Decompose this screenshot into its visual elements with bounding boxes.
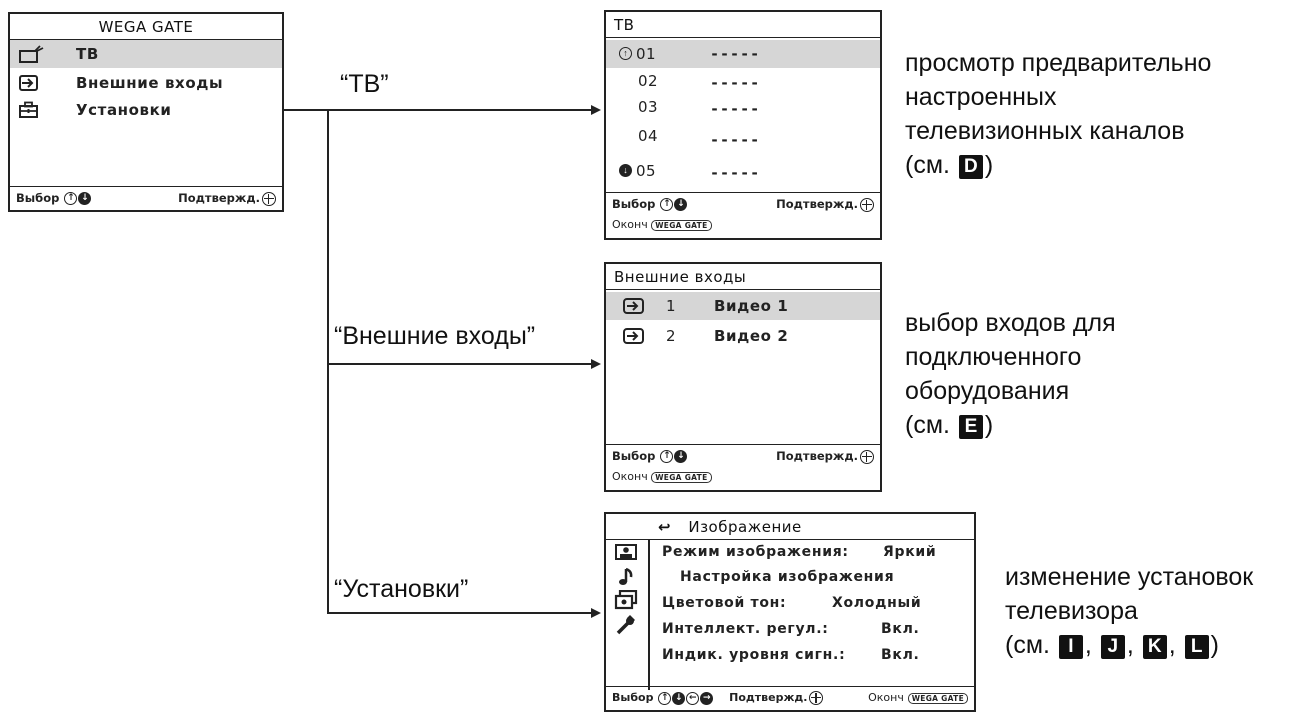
channel-name: ----- — [710, 74, 761, 92]
main-menu-footer — [10, 186, 282, 210]
description-reference — [905, 148, 1211, 182]
enter-icon — [262, 192, 276, 206]
channel-name: ----- — [710, 131, 761, 149]
settings-row-label: Настройка изображения — [680, 569, 895, 585]
main-menu-item-label: Внешние входы — [76, 74, 224, 92]
wega-gate-button[interactable]: WEGA GATE — [908, 693, 968, 704]
branch-label-settings: “Установки” — [334, 575, 469, 603]
down-arrow-icon: ↓ — [619, 164, 632, 177]
arrow-inputs — [591, 359, 601, 369]
enter-icon — [860, 198, 874, 212]
channel-name: ----- — [710, 164, 761, 182]
input-label: Видео 1 — [714, 297, 789, 315]
toolbox-icon — [18, 101, 40, 119]
footer-confirm-label: Подтвержд. — [729, 691, 808, 704]
description-line: телевизора — [1005, 597, 1138, 625]
section-badge: J — [1101, 635, 1125, 659]
section-badge: E — [959, 415, 983, 439]
footer-exit-label: Оконч — [612, 470, 648, 483]
tv-menu-footer — [606, 192, 880, 238]
tv-menu — [604, 10, 882, 240]
main-menu-item-label: ТВ — [76, 45, 99, 63]
settings-row-label: Цветовой тон: — [662, 595, 787, 611]
tv-icon — [18, 44, 44, 64]
input-number: 1 — [666, 297, 677, 315]
settings-row-label: Режим изображения: — [662, 544, 849, 560]
ref-prefix: (см. — [905, 151, 957, 179]
main-menu-item-settings[interactable] — [10, 96, 282, 124]
arrow-tv — [591, 105, 601, 115]
input-number: 2 — [666, 327, 677, 345]
channel-number: 04 — [638, 127, 659, 145]
description-line: телевизионных каналов — [905, 117, 1185, 145]
channel-number: 01 — [636, 45, 657, 63]
footer-exit-label: Оконч — [612, 218, 648, 231]
ref-suffix: ) — [984, 411, 994, 439]
footer-confirm-label: Подтвержд. — [776, 449, 858, 463]
input-label: Видео 2 — [714, 327, 789, 345]
description-line: оборудования — [905, 377, 1070, 405]
footer-confirm-label: Подтвержд. — [178, 191, 260, 205]
connector-tv — [328, 109, 592, 111]
input-icon — [622, 327, 646, 345]
branch-label-tv: “ТВ” — [340, 70, 389, 98]
arrow-settings — [591, 608, 601, 618]
main-menu-title-text: WEGA GATE — [98, 18, 194, 36]
tv-menu-title-text: ТВ — [614, 16, 635, 34]
description-reference: (см. I , J , K , L ) — [1005, 631, 1219, 659]
features-icon[interactable] — [614, 590, 638, 610]
description-line: просмотр предварительно — [905, 49, 1212, 77]
footer-select-label: Выбор — [612, 449, 656, 463]
main-menu-item-tv[interactable] — [10, 40, 282, 68]
right-arrow-icon: → — [700, 692, 713, 705]
left-arrow-icon: ← — [686, 692, 699, 705]
connector-vertical — [327, 109, 329, 614]
channel-number: 05 — [636, 162, 657, 180]
footer-select-label: Выбор — [16, 191, 60, 205]
input-icon — [18, 74, 40, 92]
settings-row-value: Холодный — [832, 595, 922, 611]
connector-settings — [328, 612, 592, 614]
section-badge: I — [1059, 635, 1083, 659]
main-menu — [8, 12, 284, 212]
settings-menu — [604, 512, 976, 712]
ref-prefix: (см. — [1005, 631, 1057, 659]
enter-icon — [860, 450, 874, 464]
input-row-video1[interactable] — [606, 292, 880, 320]
picture-icon[interactable] — [614, 543, 638, 561]
inputs-menu-title-text: Внешние входы — [614, 268, 747, 286]
settings-row-value: Вкл. — [881, 621, 920, 637]
settings-row-label: Интеллект. регул.: — [662, 621, 829, 637]
inputs-menu — [604, 262, 882, 492]
ref-suffix: ) — [1210, 631, 1219, 659]
input-row-video2[interactable] — [606, 322, 880, 350]
description-inputs — [905, 306, 1116, 442]
wega-gate-button[interactable]: WEGA GATE — [651, 220, 711, 231]
channel-name: ----- — [710, 100, 761, 118]
main-menu-title — [10, 14, 282, 40]
main-menu-item-label: Установки — [76, 101, 172, 119]
section-badge: K — [1143, 635, 1167, 659]
description-tv — [905, 46, 1211, 182]
connector-main — [284, 109, 328, 111]
note-icon[interactable] — [616, 567, 636, 587]
wrench-icon[interactable] — [615, 614, 637, 636]
return-icon: ↩ — [658, 518, 672, 536]
description-line: настроенных — [905, 83, 1057, 111]
section-badge: D — [959, 155, 983, 179]
footer-confirm-label: Подтвержд. — [776, 197, 858, 211]
down-arrow-icon: ↓ — [672, 692, 685, 705]
channel-number: 03 — [638, 98, 659, 116]
description-line: изменение установок — [1005, 563, 1254, 591]
main-menu-item-inputs[interactable] — [10, 69, 282, 97]
ref-suffix: ) — [984, 151, 994, 179]
tv-menu-title — [606, 12, 880, 38]
up-arrow-icon: ↑ — [619, 47, 632, 60]
input-icon — [622, 297, 646, 315]
channel-name: ----- — [710, 45, 761, 63]
ref-prefix: (см. — [905, 411, 957, 439]
connector-inputs — [328, 363, 592, 365]
down-arrow-icon: ↓ — [674, 450, 687, 463]
settings-menu-title-text: Изображение — [688, 518, 802, 536]
branch-label-inputs: “Внешние входы” — [334, 322, 536, 350]
settings-menu-footer — [606, 686, 974, 710]
inputs-menu-title — [606, 264, 880, 290]
settings-row-value: Вкл. — [881, 647, 920, 663]
section-badge: L — [1185, 635, 1209, 659]
footer-exit-label: Оконч — [868, 691, 904, 704]
description-line: подключенного — [905, 343, 1082, 371]
wega-gate-button[interactable]: WEGA GATE — [651, 472, 711, 483]
enter-icon — [809, 691, 823, 705]
up-arrow-icon: ↑ — [658, 692, 671, 705]
description-reference — [905, 408, 1116, 442]
settings-menu-title — [606, 514, 974, 540]
channel-number: 02 — [638, 72, 659, 90]
down-arrow-icon: ↓ — [674, 198, 687, 211]
up-arrow-icon: ↑ — [660, 198, 673, 211]
down-arrow-icon: ↓ — [78, 192, 91, 205]
up-arrow-icon: ↑ — [660, 450, 673, 463]
settings-row-value: Яркий — [883, 544, 937, 560]
footer-select-label: Выбор — [612, 691, 654, 704]
description-settings — [1005, 560, 1253, 662]
description-line: выбор входов для — [905, 309, 1116, 337]
inputs-menu-footer — [606, 444, 880, 490]
up-arrow-icon: ↑ — [64, 192, 77, 205]
settings-row-label: Индик. уровня сигн.: — [662, 647, 846, 663]
footer-select-label: Выбор — [612, 197, 656, 211]
